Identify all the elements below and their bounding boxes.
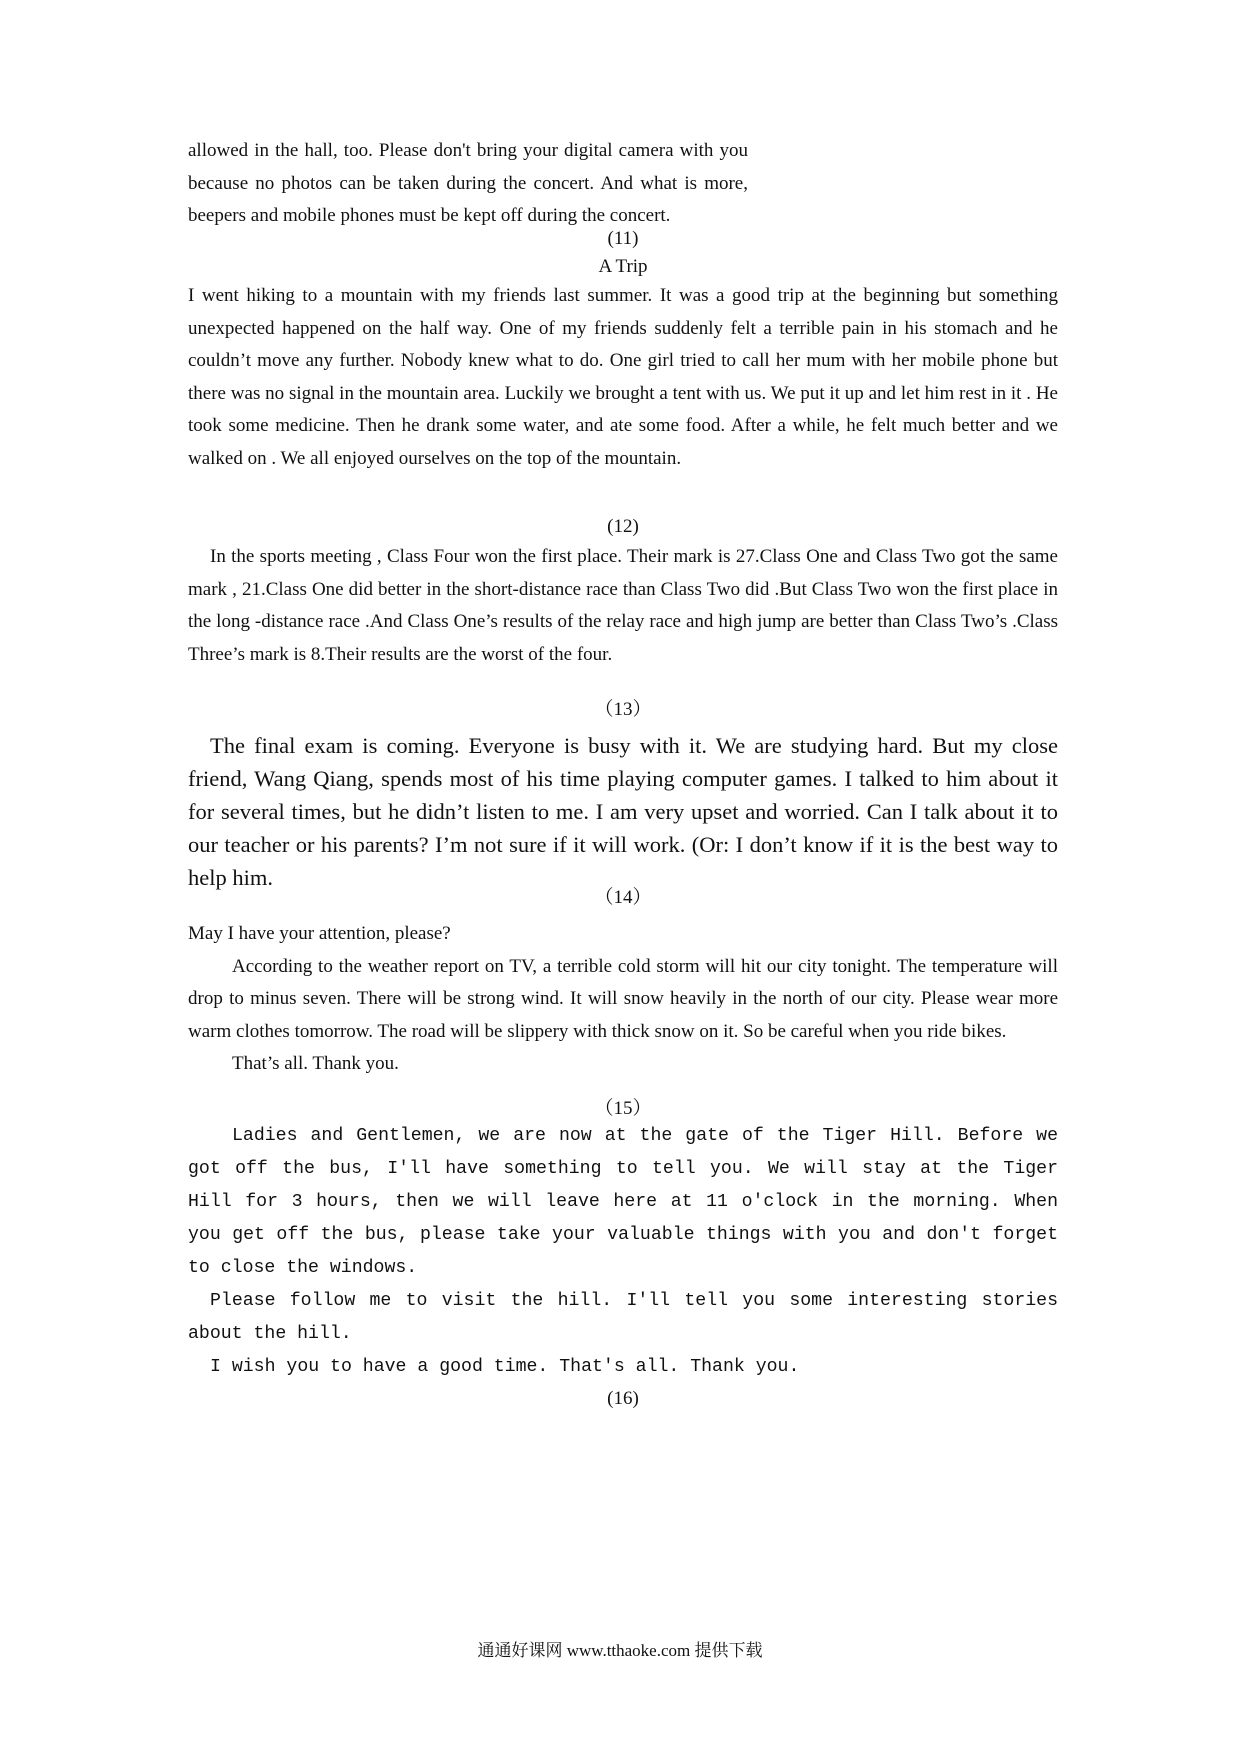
section-14-text: According to the weather report on TV, a terrible cold storm will hit our city tonight. The temperature will drop to minus seven. There will be strong wind. It will snow heavily in the north of our city. Please wear more warm clothes tomorrow. The road will be slippery with thick snow on it. So be careful when you ride bikes. bbox=[188, 955, 1058, 1042]
section-14-number: （14） bbox=[594, 887, 652, 908]
section-14-body bbox=[188, 918, 1058, 1081]
section-15-para-2: Please follow me to visit the hill. I'll tell you some interesting stories about the hill. bbox=[188, 1291, 1058, 1344]
page-footer: 通通好课网 www.tthaoke.com 提供下载 bbox=[477, 1641, 763, 1660]
section-12-body bbox=[188, 541, 1058, 671]
section-15-body bbox=[188, 1120, 1058, 1384]
section-11-text: I went hiking to a mountain with my friends last summer. It was a good trip at the beginning but something unexpected happened on the half way. One of my friends suddenly felt a terrible pain in his stomach and he couldn’t move any further. Nobody knew what to do. One girl tried to call her mum with her mobile phone but there was no signal in the mountain area. Luckily we brought a tent with us. We put it up and let him rest in it . He took some medicine. Then he drank some water, and ate some food. After a while, he felt much better and we walked on . We all enjoyed ourselves on the top of the mountain. bbox=[188, 285, 1058, 469]
section-10-tail-text: allowed in the hall, too. Please don't bring your digital camera with you because no photos can be taken during the concert. And what is more, beepers and mobile phones must be kept off during the concert. bbox=[188, 140, 748, 226]
section-13-body bbox=[188, 729, 1058, 894]
section-14-closing: That’s all. Thank you. bbox=[232, 1053, 399, 1074]
section-15-para-1: Ladies and Gentlemen, we are now at the gate of the Tiger Hill. Before we got off the bus, I'll have something to tell you. We will stay at the Tiger Hill for 3 hours, then we will leave here at 11 o'clock in the morning. When you get off the bus, please take your valuable things with you and don't forget to close the windows. bbox=[188, 1126, 1058, 1278]
section-11-number: (11) bbox=[607, 228, 639, 249]
section-13-text: The final exam is coming. Everyone is busy with it. We are studying hard. But my close friend, Wang Qiang, spends most of his time playing computer games. I talked to him about it for several times, but he didn’t listen to me. I am very upset and worried. Can I talk about it to our teacher or his parents? I’m not sure if it will work. (Or: I don’t know if it is the best way to help him. bbox=[188, 733, 1058, 890]
section-12-text: In the sports meeting , Class Four won the first place. Their mark is 27.Class One and Class Two got the same mark , 21.Class One did better in the short-distance race than Class Two did .But Class Two won the first place in the long -distance race .And Class One’s results of the relay race and high jump are better than Class Two’s .Class Three’s mark is 8.Their results are the worst of the four. bbox=[188, 546, 1058, 665]
section-12-number: (12) bbox=[607, 516, 639, 537]
section-16-number: (16) bbox=[607, 1388, 639, 1409]
section-11-title: A Trip bbox=[598, 256, 648, 277]
section-11-body bbox=[188, 280, 1058, 475]
section-13-number: （13） bbox=[594, 699, 652, 720]
section-14-opening: May I have your attention, please? bbox=[188, 923, 451, 944]
section-15-para-3: I wish you to have a good time. That's all. Thank you. bbox=[210, 1357, 800, 1377]
section-15-number: （15） bbox=[594, 1098, 652, 1119]
section-10-tail bbox=[188, 135, 748, 233]
